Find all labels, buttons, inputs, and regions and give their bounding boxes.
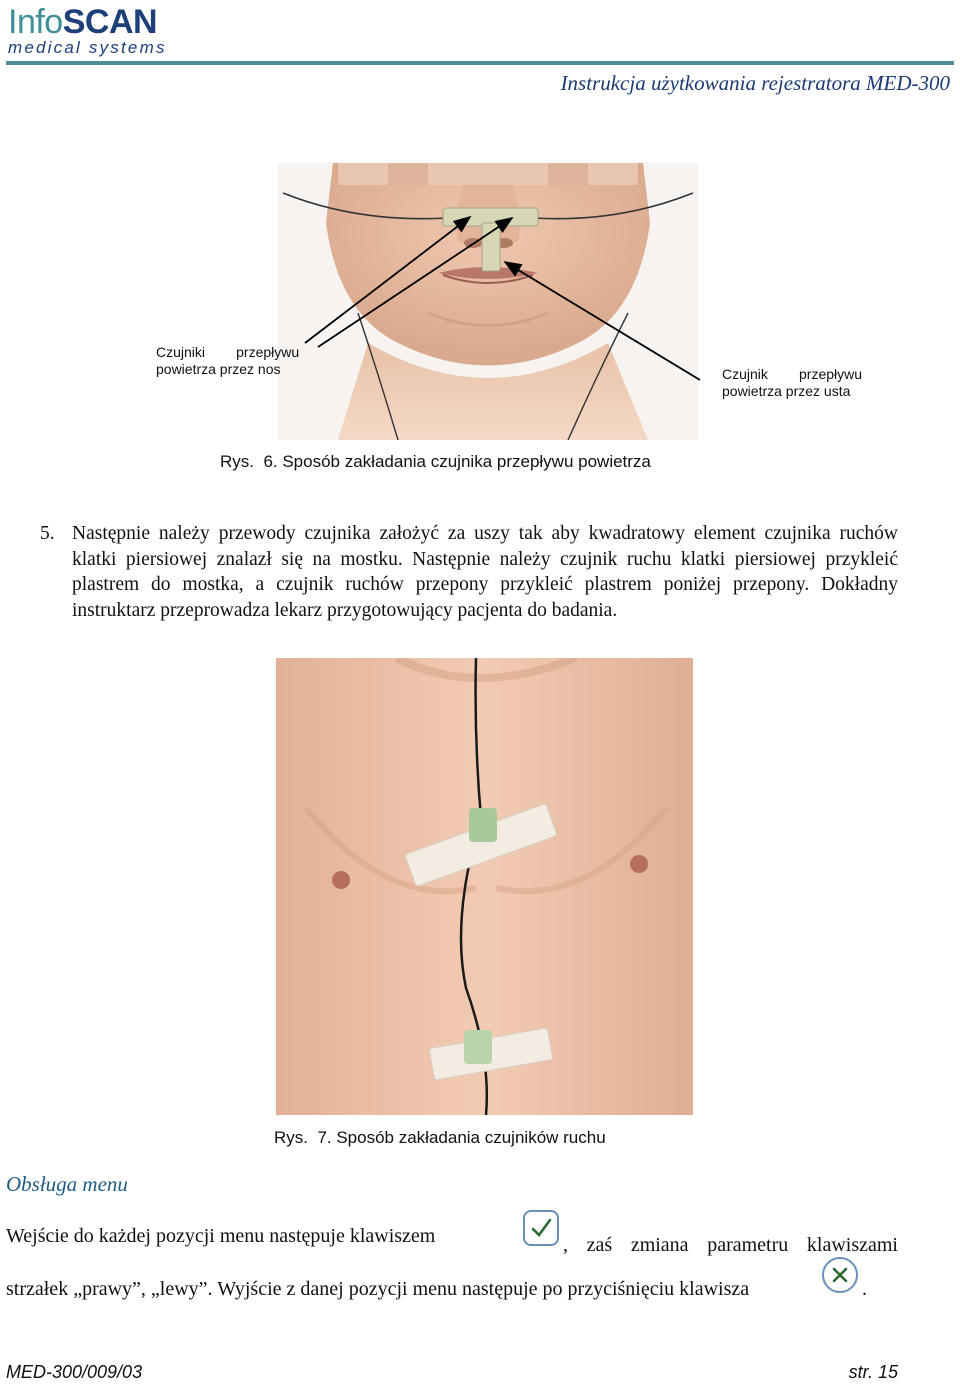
check-key-icon (522, 1209, 560, 1252)
document-title: Instrukcja użytkowania rejestratora MED-300 (560, 71, 950, 95)
paragraph-number: 5. (40, 523, 55, 544)
paragraph-5 (40, 521, 898, 623)
menu-text-line-1b: , zaś zmiana parametru klawiszami (563, 1234, 898, 1256)
cancel-key-icon (821, 1256, 859, 1299)
check-key-graphic (522, 1209, 560, 1247)
paragraph-text: Następnie należy przewody czujnika założyć za uszy tak aby kwadratowy element czujnika ruchów klatki piersiowej znalazł się na mostku. Następnie należy czujnik ruchu klatki piersiowej przykleić plastrem do mostka, a czujnik ruchów przepony przykleić plastrem poniżej przepony. Dokładny instruktarz przeprowadza lekarz przygotowujący pacjenta do badania. (72, 523, 898, 621)
figure-7-chest-photo (276, 658, 693, 1115)
logo-scan-text: SCAN (62, 3, 158, 41)
logo-subtitle: medical systems (8, 38, 167, 57)
section-title: Obsługa menu (6, 1172, 128, 1196)
cancel-key-graphic (821, 1256, 859, 1294)
menu-text-line-2b: . (862, 1278, 867, 1300)
menu-text-line-2a: strzałek „prawy”, „lewy”. Wyjście z danej pozycji menu następuje po przyciśnięciu klawisza (6, 1278, 750, 1300)
label-nose-sensor: Czujniki przepływu powietrza przez nos (156, 344, 300, 377)
label-mouth-sensor: Czujnik przepływu powietrza przez usta (722, 366, 863, 399)
page-number: str. 15 (848, 1362, 898, 1382)
logo-info-text: Info (8, 3, 63, 41)
document-id: MED-300/009/03 (6, 1362, 143, 1382)
figure-7-caption: Rys. 7. Sposób zakładania czujników ruchu (274, 1128, 606, 1147)
menu-text-line-1a: Wejście do każdej pozycji menu następuje klawiszem (6, 1225, 436, 1247)
chest-illustration (276, 658, 693, 1115)
figure-6-caption: Rys. 6. Sposób zakładania czujnika przepływu powietrza (220, 452, 651, 471)
